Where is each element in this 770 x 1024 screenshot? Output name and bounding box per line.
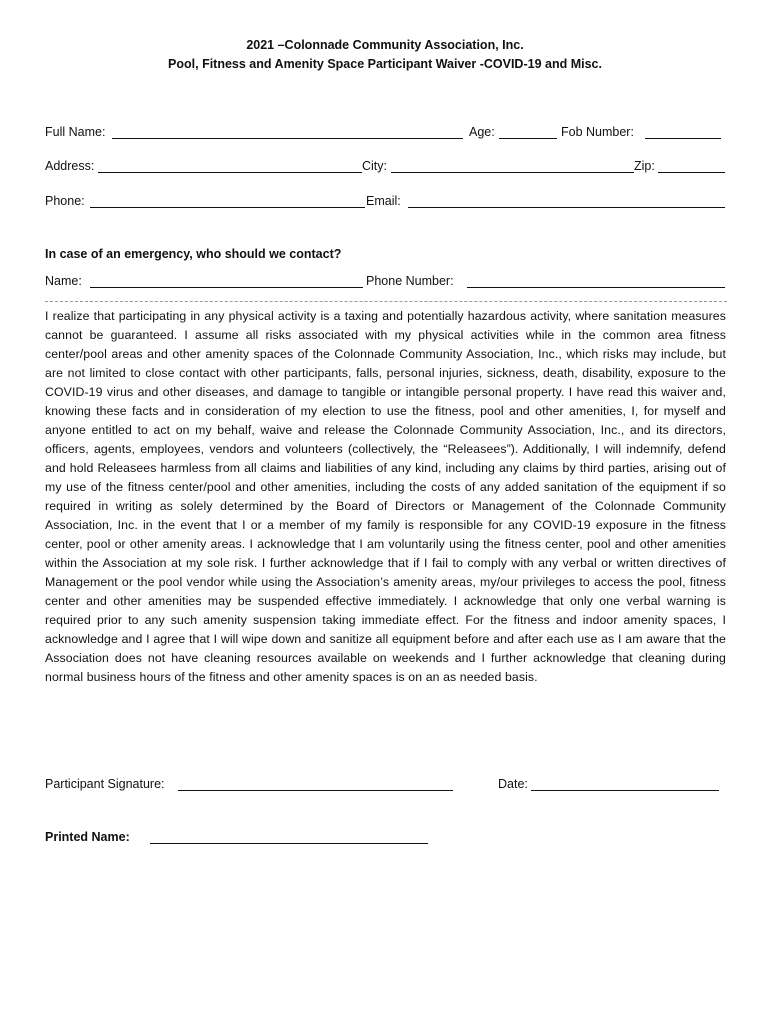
zip-field[interactable] — [658, 172, 725, 173]
full-name-row — [45, 123, 725, 141]
emergency-phone-field[interactable] — [467, 287, 725, 288]
participant-signature-field[interactable] — [178, 790, 453, 791]
fob-number-field[interactable] — [645, 138, 721, 139]
email-field[interactable] — [408, 207, 725, 208]
phone-label: Phone: — [45, 194, 85, 208]
address-row — [45, 157, 725, 175]
emergency-heading-text: In case of an emergency, who should we contact? — [45, 247, 342, 261]
full-name-field[interactable] — [112, 138, 463, 139]
address-label: Address: — [45, 159, 95, 173]
zip-label: Zip: — [634, 159, 655, 173]
emergency-phone-label: Phone Number: — [366, 274, 454, 288]
full-name-label: Full Name: — [45, 125, 106, 139]
printed-name-row — [45, 828, 725, 846]
city-field[interactable] — [391, 172, 634, 173]
emergency-heading — [45, 245, 725, 263]
emergency-name-field[interactable] — [90, 287, 363, 288]
printed-name-label: Printed Name: — [45, 830, 130, 844]
phone-field[interactable] — [90, 207, 365, 208]
emergency-name-label: Name: — [45, 274, 82, 288]
email-label: Email: — [366, 194, 401, 208]
section-divider — [45, 301, 727, 302]
date-label: Date: — [498, 777, 528, 791]
signature-row — [45, 775, 725, 793]
address-field[interactable] — [98, 172, 362, 173]
age-label: Age: — [469, 125, 495, 139]
date-field[interactable] — [531, 790, 719, 791]
document-title: 2021 –Colonnade Community Association, Inc. — [246, 38, 524, 52]
city-label: City: — [362, 159, 387, 173]
participant-signature-label: Participant Signature: — [45, 777, 165, 791]
phone-row — [45, 192, 725, 210]
printed-name-field[interactable] — [150, 843, 428, 844]
document-subtitle: Pool, Fitness and Amenity Space Participant Waiver -COVID-19 and Misc. — [168, 57, 602, 71]
emergency-row — [45, 272, 725, 290]
fob-number-label: Fob Number: — [561, 125, 634, 139]
waiver-body: I realize that participating in any physical activity is a taxing and potentially hazardous activity, where sanitation measures cannot be guaranteed. I assume all risks associated with my physical activities while in the common area fitness center/pool areas and other amenity spaces of the Colonnade Community Association, Inc., which risks may include, but are not limited to close contact with other participants, falls, personal injuries, sickness, death, disability, exposure to the COVID-19 virus and other diseases, and damage to tangible or intangible personal property. I have read this waiver and, knowing these facts and in consideration of my election to use the fitness, pool and other amenities, I, for myself and anyone entitled to act on my behalf, waive and release the Colonnade Community Association, Inc., and its directors, officers, agents, employees, vendors and volunteers (collectively, the “Releasees”). Additionally, I will indemnify, defend and hold Releasees harmless from all claims and liabilities of any kind, including any claims by third parties, arising out of my use of the fitness center/pool and other amenities, including the costs of any added sanitation of the equipment if so required in writing as solely determined by the Board of Directors or Management of the Colonnade Community Association, Inc. in the event that I or a member of my family is responsible for any COVID-19 exposure in the fitness center, pool or other amenity areas. I acknowledge that I am voluntarily using the fitness center, pool and other amenities within the Association at my sole risk. I further acknowledge that if I fail to comply with any verbal or written directives of Management or the pool vendor while using the Association’s amenity areas, my/our privileges to access the pool, fitness center and other amenities may be suspended effective immediately. I acknowledge that only one verbal warning is required prior to any such amenity suspension taking immediate effect. For the fitness and indoor amenity spaces, I acknowledge and I agree that I will wipe down and sanitize all equipment before and after each use as I am aware that the Association does not have cleaning resources available on weekends and I further acknowledge that cleaning during normal business hours of the fitness and other amenity spaces is on an as needed basis. — [45, 309, 726, 684]
age-field[interactable] — [499, 138, 557, 139]
